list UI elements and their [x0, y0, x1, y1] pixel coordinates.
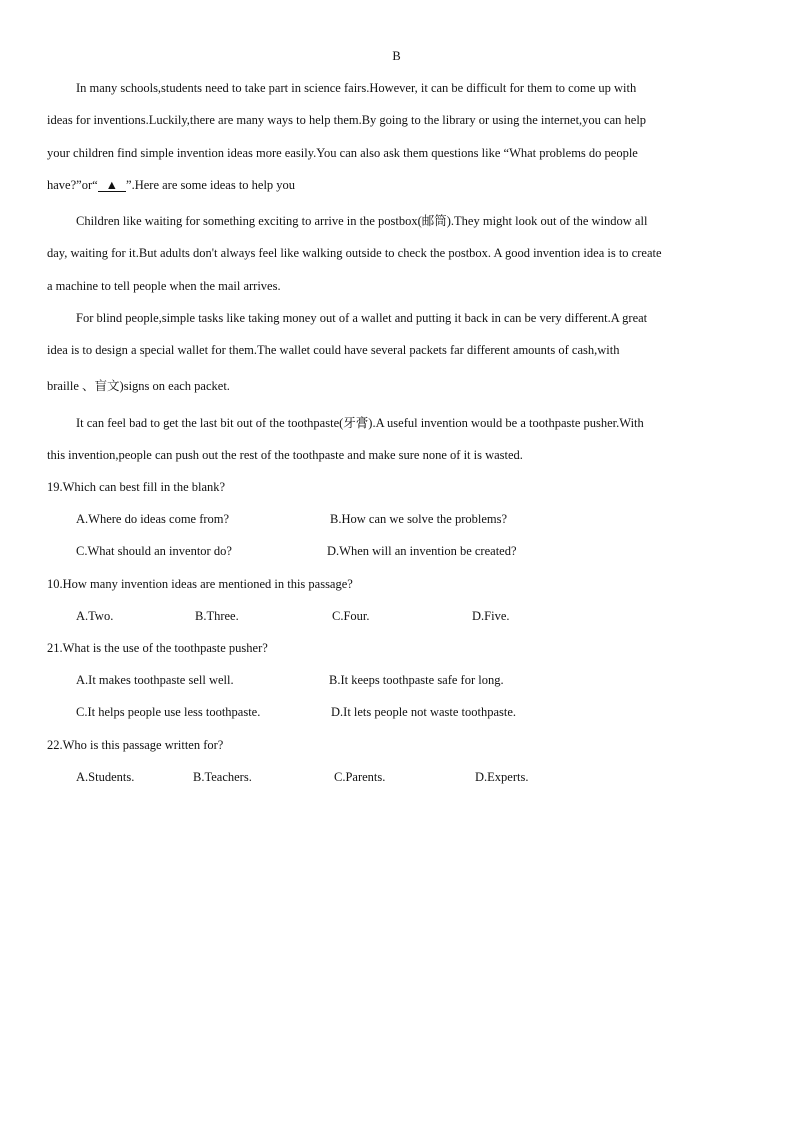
answer-blank: ▲ [98, 179, 126, 192]
passage-p3-line-2: idea is to design a special wallet for them.The wallet could have several packets far different amounts of cash,with [47, 343, 620, 357]
passage-p2-line-2: day, waiting for it.But adults don't always feel like walking outside to check the postbox. A good invention idea is to create [47, 246, 662, 260]
section-title: B [392, 49, 401, 63]
passage-p1-line-4 [47, 178, 295, 193]
option-b: B.Teachers. [193, 770, 252, 784]
question-stem: 10.How many invention ideas are mentioned in this passage? [47, 577, 353, 591]
option-d: D.Five. [472, 609, 510, 623]
passage-p4-line-1: It can feel bad to get the last bit out of the toothpaste(牙膏).A useful invention would be a toothpaste pusher.With [76, 416, 644, 430]
option-a: A.Two. [76, 609, 114, 623]
question-stem: 19.Which can best fill in the blank? [47, 480, 226, 494]
option-d: D.Experts. [475, 770, 529, 784]
passage-p4-line-2: this invention,people can push out the rest of the toothpaste and make sure none of it is wasted. [47, 448, 523, 462]
passage-p3-line-1: For blind people,simple tasks like taking money out of a wallet and putting it back in can be very different.A great [76, 311, 648, 325]
option-a: A.Where do ideas come from? [76, 512, 230, 526]
question-stem: 21.What is the use of the toothpaste pusher? [47, 641, 268, 655]
passage-p1-line-1: In many schools,students need to take part in science fairs.However, it can be difficult for them to come up with [76, 81, 637, 95]
option-d: D.When will an invention be created? [327, 544, 517, 558]
question-stem: 22.Who is this passage written for? [47, 738, 224, 752]
passage-p1-line-2: ideas for inventions.Luckily,there are many ways to help them.By going to the library or using the internet,you can help [47, 113, 647, 127]
passage-p1-line-4-start: have?”or“ [47, 178, 98, 192]
option-a: A.Students. [76, 770, 135, 784]
passage-p3-line-3: braille 、盲文)signs on each packet. [47, 379, 230, 393]
passage-p1-line-3: your children find simple invention ideas more easily.You can also ask them questions like “What problems do people [47, 146, 638, 160]
option-c: C.It helps people use less toothpaste. [76, 705, 261, 719]
option-a: A.It makes toothpaste sell well. [76, 673, 234, 687]
passage-p2-line-3: a machine to tell people when the mail arrives. [47, 279, 281, 293]
passage-p1-line-4-end: ”.Here are some ideas to help you [126, 178, 296, 192]
option-c: C.Four. [332, 609, 370, 623]
option-d: D.It lets people not waste toothpaste. [331, 705, 517, 719]
option-b: B.It keeps toothpaste safe for long. [329, 673, 504, 687]
option-c: C.Parents. [334, 770, 386, 784]
option-b: B.How can we solve the problems? [330, 512, 508, 526]
option-c: C.What should an inventor do? [76, 544, 232, 558]
passage-p2-line-1: Children like waiting for something exciting to arrive in the postbox(邮筒).They might look out of the window all [76, 214, 648, 228]
option-b: B.Three. [195, 609, 239, 623]
